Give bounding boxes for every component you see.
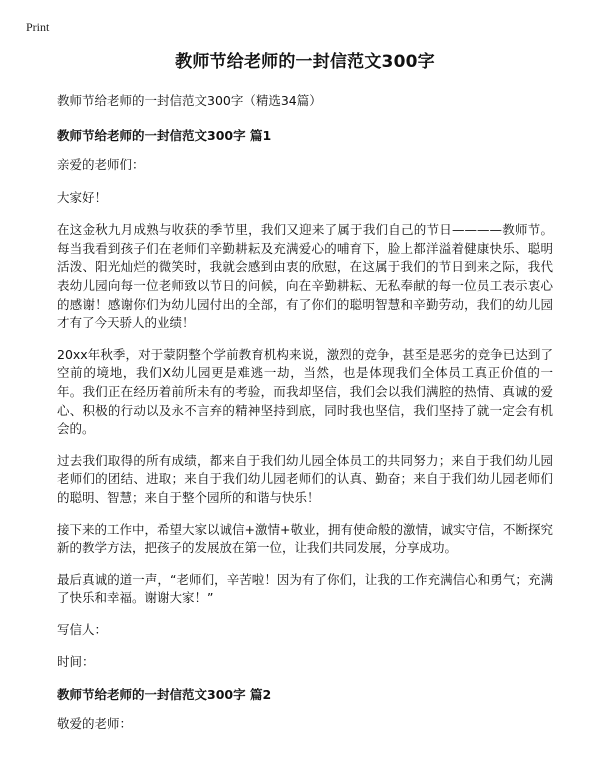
- time-label: 时间：: [57, 654, 95, 670]
- body-paragraph-5: 最后真诚的道一声，“老师们，辛苦啦！因为有了你们，让我的工作充满信心和勇气；充满了快乐和幸福。谢谢大家！”: [57, 571, 553, 606]
- body-paragraph-3: 过去我们取得的所有成绩，都来自于我们幼儿园全体员工的共同努力；来自于我们幼儿园老师们的团结、进取；来自于我们幼儿园老师们的认真、勤奋；来自于我们幼儿园老师们的聪明、智慧；来自于整个园所的和谐与快乐！: [57, 452, 553, 505]
- page-title: 教师节给老师的一封信范文300字: [175, 52, 435, 72]
- document-page: [57, 50, 553, 748]
- section-heading-1: 教师节给老师的一封信范文300字 篇1: [57, 128, 272, 143]
- salutation-2: 敬爱的老师：: [57, 716, 133, 732]
- document-subtitle: 教师节给老师的一封信范文300字（精选34篇）: [57, 93, 322, 108]
- body-paragraph-4: 接下来的工作中，希望大家以诚信+激情+敬业，拥有使命般的激情，诚实守信，不断探究新的教学方法，把孩子的发展放在第一位，让我们共同发展，分享成功。: [57, 521, 553, 556]
- print-link[interactable]: Print: [26, 20, 50, 34]
- body-paragraph-2: 20xx年秋季，对于蒙阴整个学前教育机构来说，激烈的竞争，甚至是恶劣的竞争已达到了空前的境地，我们X幼儿园更是难逃一劫，当然，也是体现我们全体员工真正价值的一年。我们正在经历着前所未有的考验，而我却坚信，我们会以我们满腔的热情、真诚的爱心、积极的行动以及永不言弃的精神坚持到底，同时我也坚信，我们坚持了就一定会有机会的。: [57, 346, 553, 437]
- section-heading-2: 教师节给老师的一封信范文300字 篇2: [57, 687, 272, 703]
- writer-label: 写信人：: [57, 621, 108, 637]
- body-paragraph-1: 在这金秋九月成熟与收获的季节里，我们又迎来了属于我们自己的节日————教师节。每当我看到孩子们在老师们辛勤耕耘及充满爱心的哺育下，脸上都洋溢着健康快乐、聪明活泼、阳光灿烂的微笑时，我就会感到由衷的欣慰，在这属于我们的节日到来之际，我代表幼儿园向每一位老师致以节日的问候，向在辛勤耕耘、无私奉献的每一位员工表示衷心的感谢！感谢你们为幼儿园付出的全部，有了你们的聪明智慧和辛勤劳动，我们的幼儿园才有了今天骄人的业绩！: [57, 222, 553, 331]
- salutation: 亲爱的老师们：: [57, 157, 145, 172]
- greeting: 大家好！: [57, 189, 108, 205]
